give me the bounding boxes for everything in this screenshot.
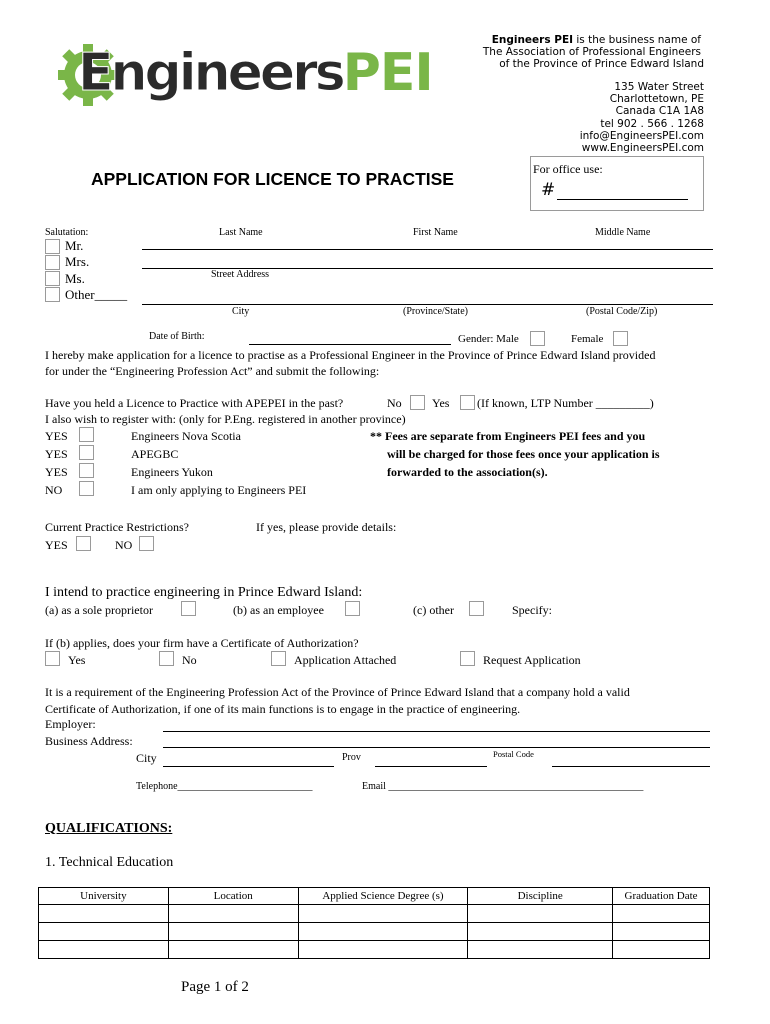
- business-name-rest: is the business name of: [573, 34, 701, 46]
- column-header-location: Location: [168, 888, 298, 905]
- fees-note-line1: ** Fees are separate from Engineers PEI fees and you: [370, 429, 646, 443]
- column-header-graduation: Graduation Date: [613, 888, 710, 905]
- business-name-bold: Engineers PEI: [491, 34, 574, 46]
- also-register-label: I also wish to register with: (only for P.Eng. registered in another province): [45, 412, 406, 426]
- table-cell[interactable]: [298, 905, 468, 923]
- salutation-mrs-checkbox[interactable]: [45, 255, 60, 270]
- prior-licence-yes-label: Yes: [432, 396, 450, 410]
- restrictions-yes-label: YES: [45, 538, 68, 552]
- salutation-ms-checkbox[interactable]: [45, 271, 60, 286]
- certificate-no-label: No: [182, 653, 197, 667]
- fees-note-line2: will be charged for those fees once your application is: [387, 447, 660, 461]
- practice-employee-checkbox[interactable]: [345, 601, 360, 616]
- office-use-box: [530, 156, 704, 211]
- register-answer-1: YES: [45, 429, 68, 443]
- certificate-request-checkbox[interactable]: [460, 651, 475, 666]
- register-apegbc-label: APEGBC: [131, 447, 179, 461]
- practice-employee-label: (b) as an employee: [233, 603, 324, 617]
- employer-line[interactable]: [163, 731, 710, 732]
- gender-male-label: Gender: Male: [458, 333, 519, 345]
- middle-name-label: Middle Name: [595, 227, 651, 238]
- intro-line1: I hereby make application for a licence to practise as a Professional Engineer in the Province of Prince Edward Island provided: [45, 348, 656, 362]
- table-cell[interactable]: [168, 923, 298, 941]
- certificate-question: If (b) applies, does your firm have a Certificate of Authorization?: [45, 636, 359, 650]
- employer-label: Employer:: [45, 717, 96, 731]
- gender-female-checkbox[interactable]: [613, 331, 628, 346]
- office-use-label: For office use:: [533, 162, 603, 176]
- salutation-mr-label: Mr.: [65, 238, 84, 253]
- table-cell[interactable]: [613, 941, 710, 959]
- practice-sole-label: (a) as a sole proprietor: [45, 603, 153, 617]
- practice-specify-label: Specify:: [512, 603, 552, 617]
- restrictions-details-label: If yes, please provide details:: [256, 520, 397, 534]
- business-email-label: Email ___________________________________________________: [362, 781, 644, 792]
- logo-text-engineers: Engineers: [78, 43, 343, 103]
- ltp-number-label: (If known, LTP Number _________): [477, 396, 654, 410]
- business-address-line[interactable]: [163, 747, 710, 748]
- association-line1: The Association of Professional Engineers: [482, 46, 701, 58]
- table-row[interactable]: [39, 905, 710, 923]
- certificate-request-label: Request Application: [483, 653, 581, 667]
- technical-education-label: 1. Technical Education: [45, 855, 174, 870]
- practice-other-label: (c) other: [413, 603, 454, 617]
- restrictions-yes-checkbox[interactable]: [76, 536, 91, 551]
- register-answer-2: YES: [45, 447, 68, 461]
- association-line2: of the Province of Prince Edward Island: [499, 58, 704, 70]
- prior-licence-no-label: No: [387, 396, 402, 410]
- gender-female-label: Female: [571, 333, 604, 345]
- table-cell[interactable]: [468, 941, 613, 959]
- column-header-discipline: Discipline: [468, 888, 613, 905]
- address-line: Charlottetown, PE: [609, 93, 704, 106]
- table-cell[interactable]: [468, 905, 613, 923]
- restrictions-label: Current Practice Restrictions?: [45, 520, 189, 534]
- business-name-line: [492, 34, 701, 46]
- register-answer-4: NO: [45, 483, 63, 497]
- table-cell[interactable]: [39, 905, 169, 923]
- email-line: info@EngineersPEI.com: [579, 129, 704, 142]
- certificate-no-checkbox[interactable]: [159, 651, 174, 666]
- contact-address: [580, 81, 704, 154]
- prior-licence-no-checkbox[interactable]: [410, 395, 425, 410]
- table-cell[interactable]: [39, 941, 169, 959]
- logo-text-pei: PEI: [342, 43, 433, 103]
- register-yukon-checkbox[interactable]: [79, 463, 94, 478]
- page-title: APPLICATION FOR LICENCE TO PRACTISE: [91, 169, 454, 189]
- office-number-line: [557, 199, 688, 200]
- requirement-line2: Certificate of Authorization, if one of its main functions is to engage in the practice of engineering.: [45, 702, 521, 716]
- table-cell[interactable]: [168, 905, 298, 923]
- register-apegbc-checkbox[interactable]: [79, 445, 94, 460]
- register-answer-3: YES: [45, 465, 68, 479]
- city-province-line[interactable]: [142, 304, 713, 305]
- business-address-label: Business Address:: [45, 734, 133, 748]
- table-row[interactable]: [39, 923, 710, 941]
- last-name-label: Last Name: [219, 227, 263, 238]
- salutation-other-label: Other_____: [65, 287, 128, 302]
- business-postal-line[interactable]: [552, 766, 710, 767]
- table-cell[interactable]: [298, 941, 468, 959]
- city-label: City: [232, 306, 250, 317]
- qualifications-heading: QUALIFICATIONS:: [45, 821, 173, 836]
- intro-line2: for under the “Engineering Profession Act” and submit the following:: [45, 364, 380, 378]
- practice-sole-checkbox[interactable]: [181, 601, 196, 616]
- restrictions-no-label: NO: [115, 538, 133, 552]
- table-cell[interactable]: [613, 905, 710, 923]
- gender-male-checkbox[interactable]: [530, 331, 545, 346]
- street-address-label: Street Address: [211, 269, 270, 280]
- column-header-university: University: [39, 888, 169, 905]
- business-city-label: City: [136, 751, 157, 765]
- education-table: [38, 887, 710, 959]
- province-label: (Province/State): [403, 306, 468, 317]
- fees-note-line3: forwarded to the association(s).: [387, 465, 548, 479]
- page-number: Page 1 of 2: [181, 979, 249, 995]
- certificate-attached-label: Application Attached: [294, 653, 397, 667]
- prior-licence-yes-checkbox[interactable]: [460, 395, 475, 410]
- prior-licence-question: Have you held a Licence to Practice with APEPEI in the past?: [45, 396, 344, 410]
- address-line: 135 Water Street: [614, 81, 704, 93]
- business-city-line[interactable]: [163, 766, 334, 767]
- business-postal-label: Postal Code: [493, 749, 534, 759]
- register-yukon-label: Engineers Yukon: [131, 465, 213, 479]
- salutation-ms-label: Ms.: [65, 271, 85, 286]
- table-cell[interactable]: [298, 923, 468, 941]
- name-line[interactable]: [142, 249, 713, 250]
- salutation-mr-checkbox[interactable]: [45, 239, 60, 254]
- register-pei-only-checkbox[interactable]: [79, 481, 94, 496]
- column-header-degree: Applied Science Degree (s): [298, 888, 468, 905]
- office-hash: #: [541, 180, 556, 200]
- register-ns-checkbox[interactable]: [79, 427, 94, 442]
- table-row[interactable]: [39, 941, 710, 959]
- postal-label: (Postal Code/Zip): [586, 306, 658, 317]
- website-line: www.EngineersPEI.com: [581, 142, 704, 155]
- table-cell[interactable]: [613, 923, 710, 941]
- first-name-label: First Name: [413, 227, 458, 238]
- restrictions-no-checkbox[interactable]: [139, 536, 154, 551]
- certificate-attached-checkbox[interactable]: [271, 651, 286, 666]
- salutation-other-checkbox[interactable]: [45, 287, 60, 302]
- business-prov-line[interactable]: [375, 766, 487, 767]
- register-pei-only-label: I am only applying to Engineers PEI: [131, 483, 307, 497]
- address-line: Canada C1A 1A8: [615, 105, 704, 118]
- table-cell[interactable]: [168, 941, 298, 959]
- table-cell[interactable]: [468, 923, 613, 941]
- certificate-yes-checkbox[interactable]: [45, 651, 60, 666]
- business-prov-label: Prov: [342, 752, 361, 763]
- dob-label: Date of Birth:: [149, 331, 205, 342]
- certificate-yes-label: Yes: [68, 653, 86, 667]
- practice-other-checkbox[interactable]: [469, 601, 484, 616]
- business-telephone-label: Telephone___________________________: [136, 781, 313, 792]
- requirement-line1: It is a requirement of the Engineering Profession Act of the Province of Prince Edward Island that a company hold a valid: [45, 685, 630, 699]
- address-line: tel 902 . 566 . 1268: [600, 117, 704, 130]
- register-ns-label: Engineers Nova Scotia: [131, 429, 241, 443]
- table-header-row: [39, 888, 710, 905]
- dob-line[interactable]: [249, 344, 451, 345]
- table-cell[interactable]: [39, 923, 169, 941]
- engineers-pei-logo: [56, 38, 433, 114]
- salutation-label: Salutation:: [45, 227, 89, 238]
- salutation-mrs-label: Mrs.: [65, 254, 90, 269]
- practice-intent-heading: I intend to practice engineering in Prince Edward Island:: [45, 585, 363, 600]
